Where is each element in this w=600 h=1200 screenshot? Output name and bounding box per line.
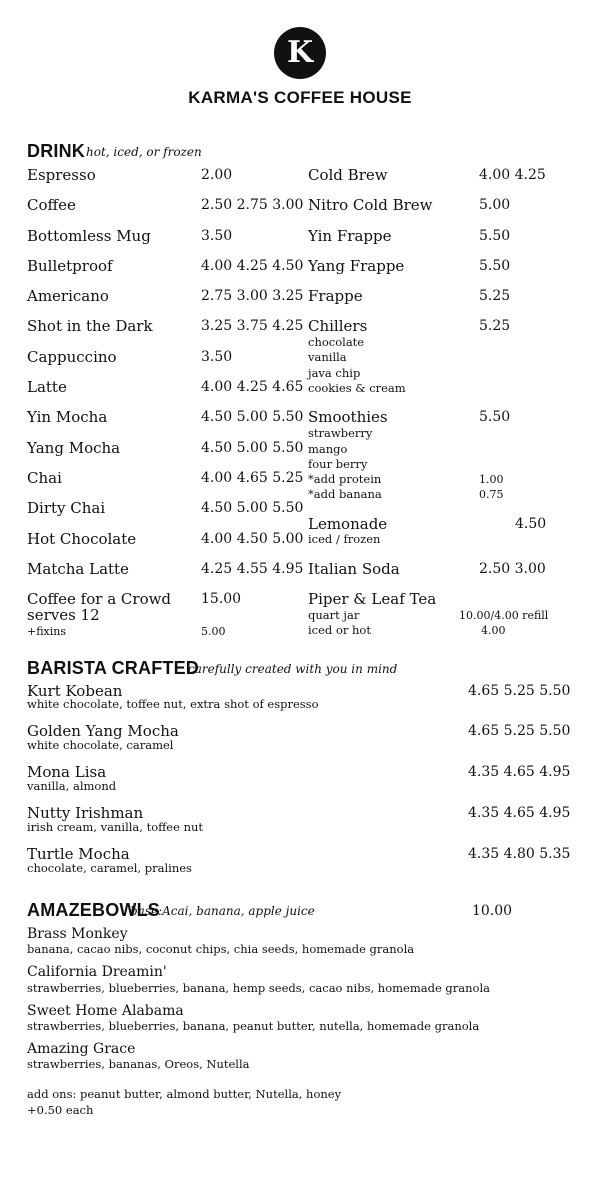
menu-item-flavor: java chip <box>308 366 361 380</box>
bowl-desc: strawberries, bananas, Oreos, Nutella <box>27 1057 250 1071</box>
menu-item-name: Coffee <box>27 196 76 214</box>
menu-item-name: Nutty Irishman <box>27 804 144 822</box>
menu-item-desc: white chocolate, caramel <box>27 738 174 752</box>
menu-item-price: 5.25 <box>479 288 511 304</box>
menu-item-serves: serves 12 <box>27 606 100 624</box>
menu-item-price: 4.50 <box>515 516 547 532</box>
menu-item-name: Kurt Kobean <box>27 682 123 700</box>
menu-item-flavor: four berry <box>308 457 368 471</box>
menu-item-desc: vanilla, almond <box>27 779 117 793</box>
menu-item-name: Yin Frappe <box>308 227 392 245</box>
bowl-name: Amazing Grace <box>27 1041 136 1057</box>
menu-item-flavor: mango <box>308 442 348 456</box>
menu-item-price: 4.00 <box>481 624 506 637</box>
menu-item-price: 4.35 4.65 4.95 <box>468 764 571 780</box>
menu-item-price: 3.25 3.75 4.25 <box>201 318 304 334</box>
bowl-name: California Dreamin' <box>27 964 167 980</box>
menu-item-fixins: +fixins <box>27 625 67 638</box>
menu-item-flavor: chocolate <box>308 335 365 349</box>
menu-item-price: 5.50 <box>479 228 511 244</box>
menu-item-name: Chillers <box>308 317 368 335</box>
brand-name: KARMA'S COFFEE HOUSE <box>188 88 412 107</box>
menu-item-price: 4.50 5.00 5.50 <box>201 500 304 516</box>
menu-item-name: Nitro Cold Brew <box>308 196 433 214</box>
menu-item-price: 4.00 4.50 5.00 <box>201 531 304 547</box>
bowls-addons: add ons: peanut butter, almond butter, Nutella, honey <box>27 1087 342 1101</box>
menu-item-price: 4.65 5.25 5.50 <box>468 683 571 699</box>
bowl-name: Sweet Home Alabama <box>27 1003 184 1019</box>
menu-item-flavor: cookies & cream <box>308 381 406 395</box>
menu-item-name: Dirty Chai <box>27 499 106 517</box>
menu-item-price: 3.50 <box>201 349 233 365</box>
menu-item-name: Lemonade <box>308 515 388 533</box>
menu-item-name: Piper & Leaf Tea <box>308 590 437 608</box>
menu-item-price: 5.25 <box>479 318 511 334</box>
menu-item-fixins-price: 5.00 <box>201 625 226 638</box>
bowl-name: Brass Monkey <box>27 926 128 942</box>
barista-section-title: BARISTA CRAFTED <box>27 658 199 678</box>
menu-item-note: quart jar <box>308 608 360 622</box>
menu-item-price: 2.75 3.00 3.25 <box>201 288 304 304</box>
menu-item-name: Espresso <box>27 166 96 184</box>
menu-item-flavor: vanilla <box>308 350 347 364</box>
menu-item-name: Turtle Mocha <box>27 845 130 863</box>
menu-item-name: Americano <box>27 287 109 305</box>
menu-item-name: Shot in the Dark <box>27 317 153 335</box>
menu-item-name: Golden Yang Mocha <box>27 722 179 740</box>
menu-item-addon-price: 0.75 <box>479 488 504 501</box>
menu-item-desc: chocolate, caramel, pralines <box>27 861 192 875</box>
drink-section-note: hot, iced, or frozen <box>86 145 202 159</box>
bowls-section-title: AMAZEBOWLS <box>27 900 160 920</box>
menu-item-name: Chai <box>27 469 62 487</box>
menu-item-name: Smoothies <box>308 408 388 426</box>
menu-item-desc: irish cream, vanilla, toffee nut <box>27 820 204 834</box>
bowls-price: 10.00 <box>472 903 513 919</box>
menu-item-desc: white chocolate, toffee nut, extra shot of espresso <box>27 697 319 711</box>
logo: K <box>274 27 326 79</box>
drink-section-title: DRINK <box>27 141 85 161</box>
menu-item-price: 4.50 5.00 5.50 <box>201 409 304 425</box>
menu-item-name: Bulletproof <box>27 257 113 275</box>
menu-item-price: 4.00 4.25 <box>479 167 546 183</box>
menu-item-price: 4.00 4.65 5.25 <box>201 470 304 486</box>
menu-item-price: 4.50 5.00 5.50 <box>201 440 304 456</box>
menu-item-price: 4.00 4.25 4.65 <box>201 379 304 395</box>
menu-item-price: 4.35 4.65 4.95 <box>468 805 571 821</box>
menu-item-note: iced / frozen <box>308 532 381 546</box>
menu-item-price: 2.50 3.00 <box>479 561 546 577</box>
menu-item-price: 5.50 <box>479 409 511 425</box>
menu-item-name: Mona Lisa <box>27 763 107 781</box>
menu-item-name: Yang Mocha <box>27 439 121 457</box>
menu-item-name: Matcha Latte <box>27 560 129 578</box>
menu-item-price: 4.35 4.80 5.35 <box>468 846 571 862</box>
menu-item-name: Frappe <box>308 287 363 305</box>
menu-item-name: Coffee for a Crowd <box>27 590 172 608</box>
menu-item-addon: *add protein <box>308 472 382 486</box>
menu-item-name: Bottomless Mug <box>27 227 151 245</box>
bowl-desc: strawberries, blueberries, banana, hemp seeds, cacao nibs, homemade granola <box>27 981 490 995</box>
menu-item-price: 2.00 <box>201 167 233 183</box>
menu-item-price: 4.00 4.25 4.50 <box>201 258 304 274</box>
menu-item-name: Yin Mocha <box>27 408 108 426</box>
bowl-desc: banana, cacao nibs, coconut chips, chia seeds, homemade granola <box>27 942 415 956</box>
barista-section-note: carefully created with you in mind <box>188 662 398 676</box>
menu-item-addon-price: 1.00 <box>479 473 504 486</box>
menu-item-name: Hot Chocolate <box>27 530 137 548</box>
bowls-section-note: base:Acai, banana, apple juice <box>130 904 315 918</box>
menu-item-name: Latte <box>27 378 67 396</box>
menu-item-price: 5.50 <box>479 258 511 274</box>
menu-item-name: Cappuccino <box>27 348 117 366</box>
menu-item-price: 3.50 <box>201 228 233 244</box>
menu-item-price: 10.00/4.00 refill <box>459 609 549 622</box>
menu-item-name: Cold Brew <box>308 166 388 184</box>
menu-item-flavor: strawberry <box>308 426 373 440</box>
menu-item-name: Yang Frappe <box>308 257 405 275</box>
bowls-addons-price: +0.50 each <box>27 1103 94 1117</box>
menu-item-name: Italian Soda <box>308 560 400 578</box>
menu-item-price: 2.50 2.75 3.00 <box>201 197 304 213</box>
menu-item-price: 4.25 4.55 4.95 <box>201 561 304 577</box>
menu-item-price: 15.00 <box>201 591 242 607</box>
menu-item-price: 4.65 5.25 5.50 <box>468 723 571 739</box>
menu-item-note: iced or hot <box>308 623 371 637</box>
bowl-desc: strawberries, blueberries, banana, peanut butter, nutella, homemade granola <box>27 1019 480 1033</box>
menu-item-price: 5.00 <box>479 197 511 213</box>
menu-item-addon: *add banana <box>308 487 382 501</box>
